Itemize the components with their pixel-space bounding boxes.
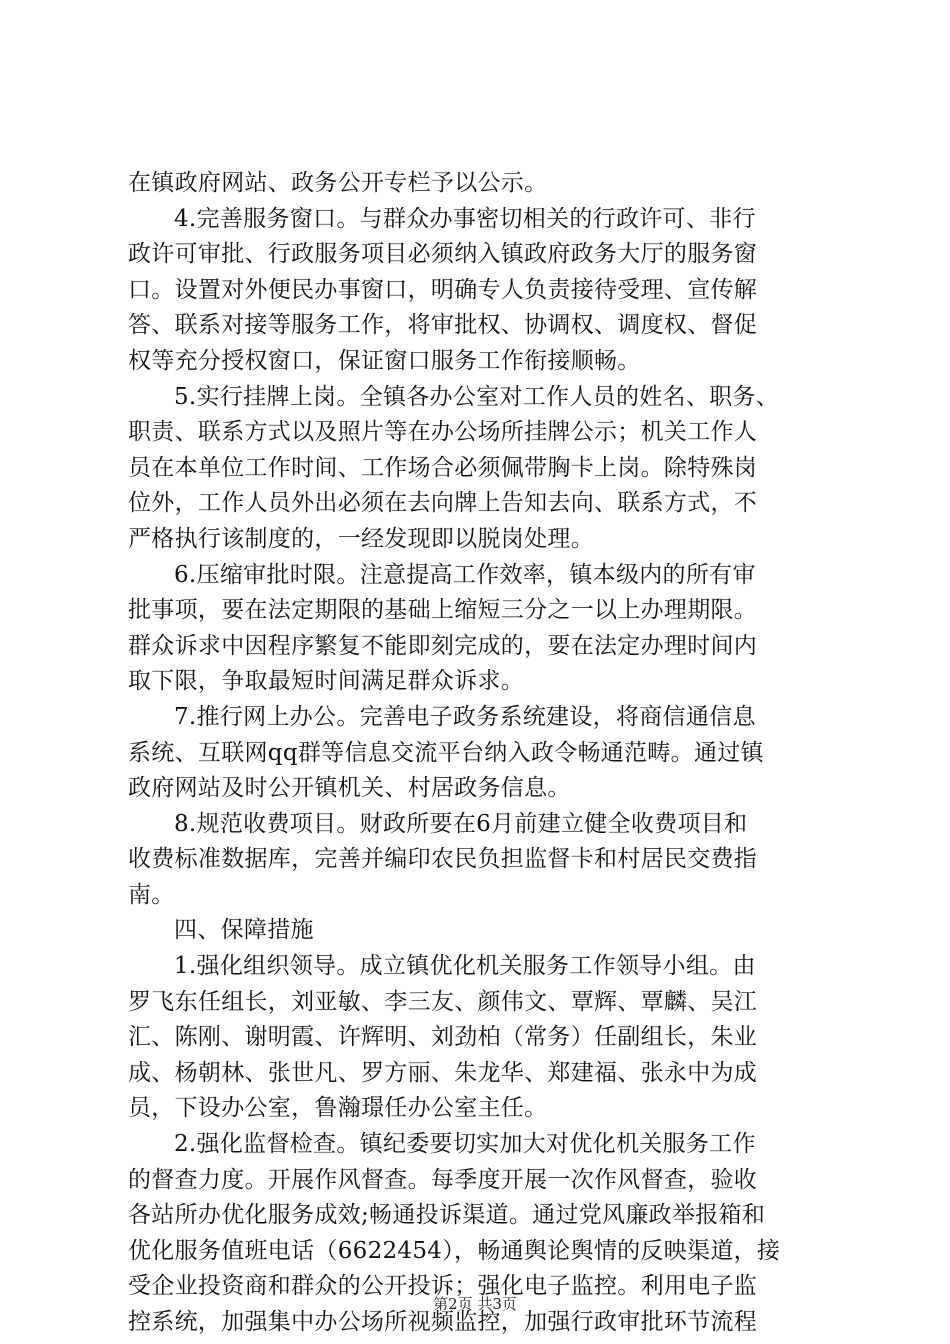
text-line: 罗飞东任组长，刘亚敏、李三友、颜伟文、覃辉、覃麟、吴江 [128,988,758,1015]
text-line: 答、联系对接等服务工作，将审批权、协调权、调度权、督促 [128,312,758,339]
text-line: 优化服务值班电话（6622454），畅通舆论舆情的反映渠道，接 [128,1237,781,1264]
text-line: 2.强化监督检查。镇纪委要切实加大对优化机关服务工作 [174,1131,756,1158]
text-line: 严格执行该制度的，一经发现即以脱岗处理。 [128,525,594,552]
text-line: 四、保障措施 [174,917,314,944]
text-line: 系统、互联网qq群等信息交流平台纳入政令畅通范畴。通过镇 [128,739,764,766]
text-line: 权等充分授权窗口，保证窗口服务工作衔接顺畅。 [128,347,641,374]
text-line: 批事项，要在法定期限的基础上缩短三分之一以上办理期限。 [128,597,758,624]
text-line: 的督查力度。开展作风督查。每季度开展一次作风督查，验收 [128,1166,758,1193]
text-line: 在镇政府网站、政务公开专栏予以公示。 [128,170,548,196]
text-line: 4.完善服务窗口。与群众办事密切相关的行政许可、非行 [174,205,756,232]
text-line: 控系统，加强集中办公场所视频监控，加强行政审批环节流程 [128,1309,758,1335]
text-line: 位外，工作人员外出必须在去向牌上告知去向、联系方式，不 [128,490,758,517]
text-line: 1.强化组织领导。成立镇优化机关服务工作领导小组。由 [174,953,756,980]
text-line: 员，下设办公室，鲁瀚璟任办公室主任。 [128,1095,548,1122]
text-line: 群众诉求中因程序繁复不能即刻完成的，要在法定办理时间内 [128,632,758,659]
page-footer: 第2页 共3页 [433,1295,517,1313]
text-line: 5.实行挂牌上岗。全镇各办公室对工作人员的姓名、职务、 [174,383,780,410]
text-line: 取下限，争取最短时间满足群众诉求。 [128,668,525,695]
text-line: 职责、联系方式以及照片等在办公场所挂牌公示；机关工作人 [128,419,758,446]
text-line: 受企业投资商和群众的公开投诉；强化电子监控。利用电子监 [128,1273,758,1300]
document-body [128,166,828,1341]
text-line: 政府网站及时公开镇机关、村居政务信息。 [128,775,571,802]
text-line: 南。 [128,881,175,908]
text-line: 各站所办优化服务成效;畅通投诉渠道。通过党风廉政举报箱和 [128,1202,766,1229]
text-line: 6.压缩审批时限。注意提高工作效率，镇本级内的所有审 [174,561,756,588]
text-line: 成、杨朝林、张世凡、罗方丽、朱龙华、郑建福、张永中为成 [128,1059,758,1086]
text-line: 7.推行网上办公。完善电子政务系统建设，将商信通信息 [174,703,756,730]
text-line: 汇、陈刚、谢明霞、许辉明、刘劲柏（常务）任副组长，朱业 [128,1024,758,1051]
text-line: 政许可审批、行政服务项目必须纳入镇政府政务大厅的服务窗 [128,241,758,268]
text-line: 口。设置对外便民办事窗口，明确专人负责接待受理、宣传解 [128,276,758,303]
text-line: 8.规范收费项目。财政所要在6月前建立健全收费项目和 [174,810,748,837]
text-line: 员在本单位工作时间、工作场合必须佩带胸卡上岗。除特殊岗 [128,454,758,481]
text-line: 收费标准数据库，完善并编印农民负担监督卡和村居民交费指 [128,846,758,873]
